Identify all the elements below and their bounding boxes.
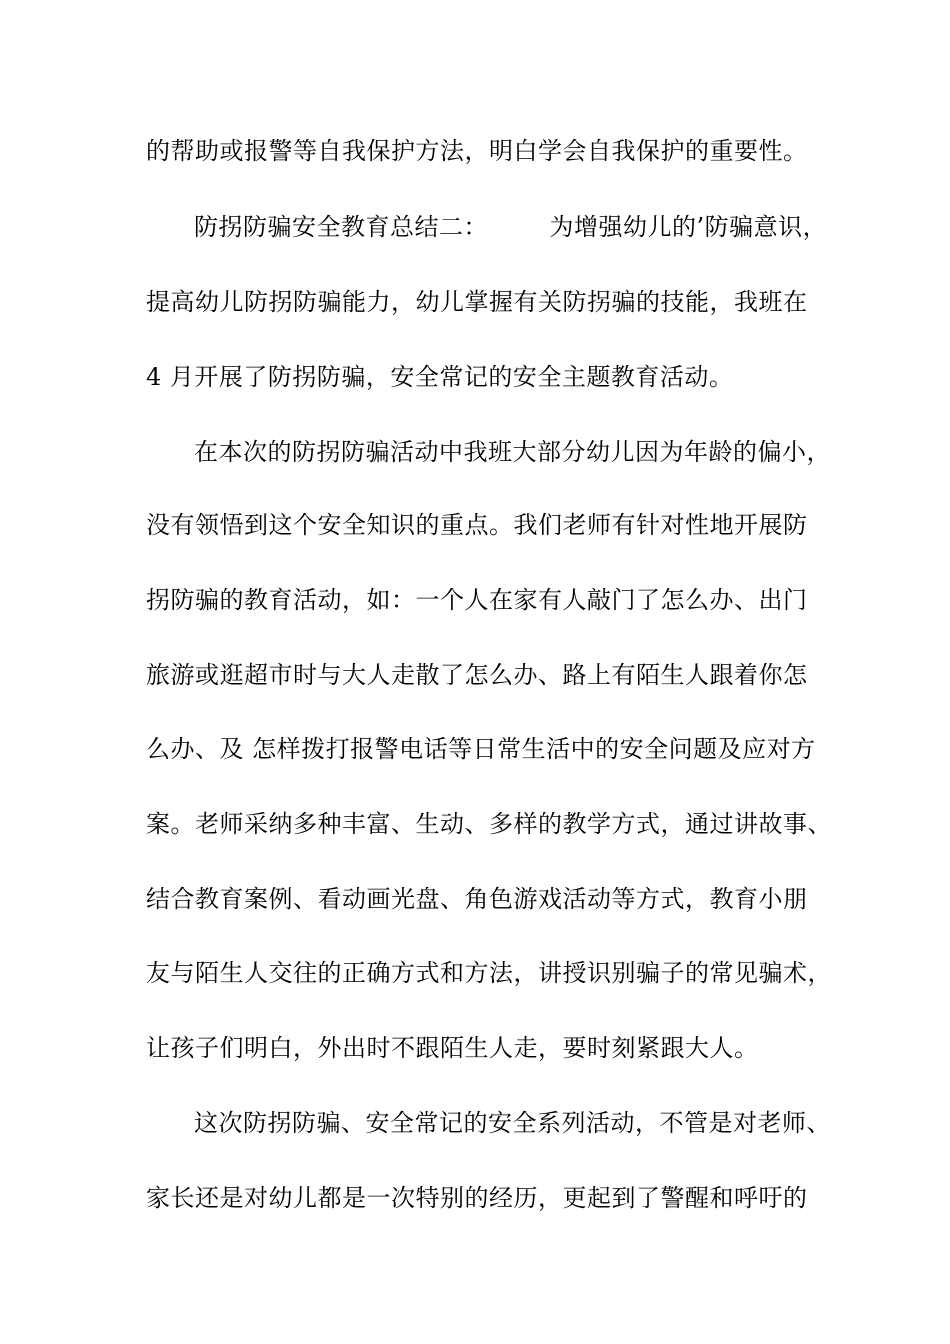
text-line: 的帮助或报警等自我保护方法，明白学会自我保护的重要性。 [146,137,808,165]
text-line: 4 月开展了防拐防骗，安全常记的安全主题教育活动。 [146,363,734,391]
text-line: 友与陌生人交往的正确方式和方法，讲授识别骗子的常见骗术， [146,959,832,987]
text-line: 没有领悟到这个安全知识的重点。我们老师有针对性地开展防 [146,511,808,539]
text-line: 结合教育案例、看动画光盘、角色游戏活动等方式，教育小朋 [146,885,808,913]
text-line: 提高幼儿防拐防骗能力，幼儿掌握有关防拐骗的技能，我班在 [146,288,808,316]
text-line: 家长还是对幼儿都是一次特别的经历，更起到了警醒和呼吁的 [146,1184,808,1212]
text-line: 防拐防骗安全教育总结二： 为增强幼儿的’防骗意识， [194,213,828,241]
text-line: 案。老师采纳多种丰富、生动、多样的教学方式，通过讲故事、 [146,810,832,838]
text-line: 在本次的防拐防骗活动中我班大部分幼儿因为年龄的偏小， [194,438,831,466]
text-line: 这次防拐防骗、安全常记的安全系列活动，不管是对老师、 [194,1109,831,1137]
text-line: 让孩子们明白，外出时不跟陌生人走，要时刻紧跟大人。 [146,1034,759,1062]
text-line: 旅游或逛超市时与大人走散了怎么办、路上有陌生人跟着你怎 [146,661,808,689]
text-line: 拐防骗的教育活动，如：一个人在家有人敲门了怎么办、出门 [146,586,808,614]
text-line: 么办、及 怎样拨打报警电话等日常生活中的安全问题及应对方 [146,735,816,763]
